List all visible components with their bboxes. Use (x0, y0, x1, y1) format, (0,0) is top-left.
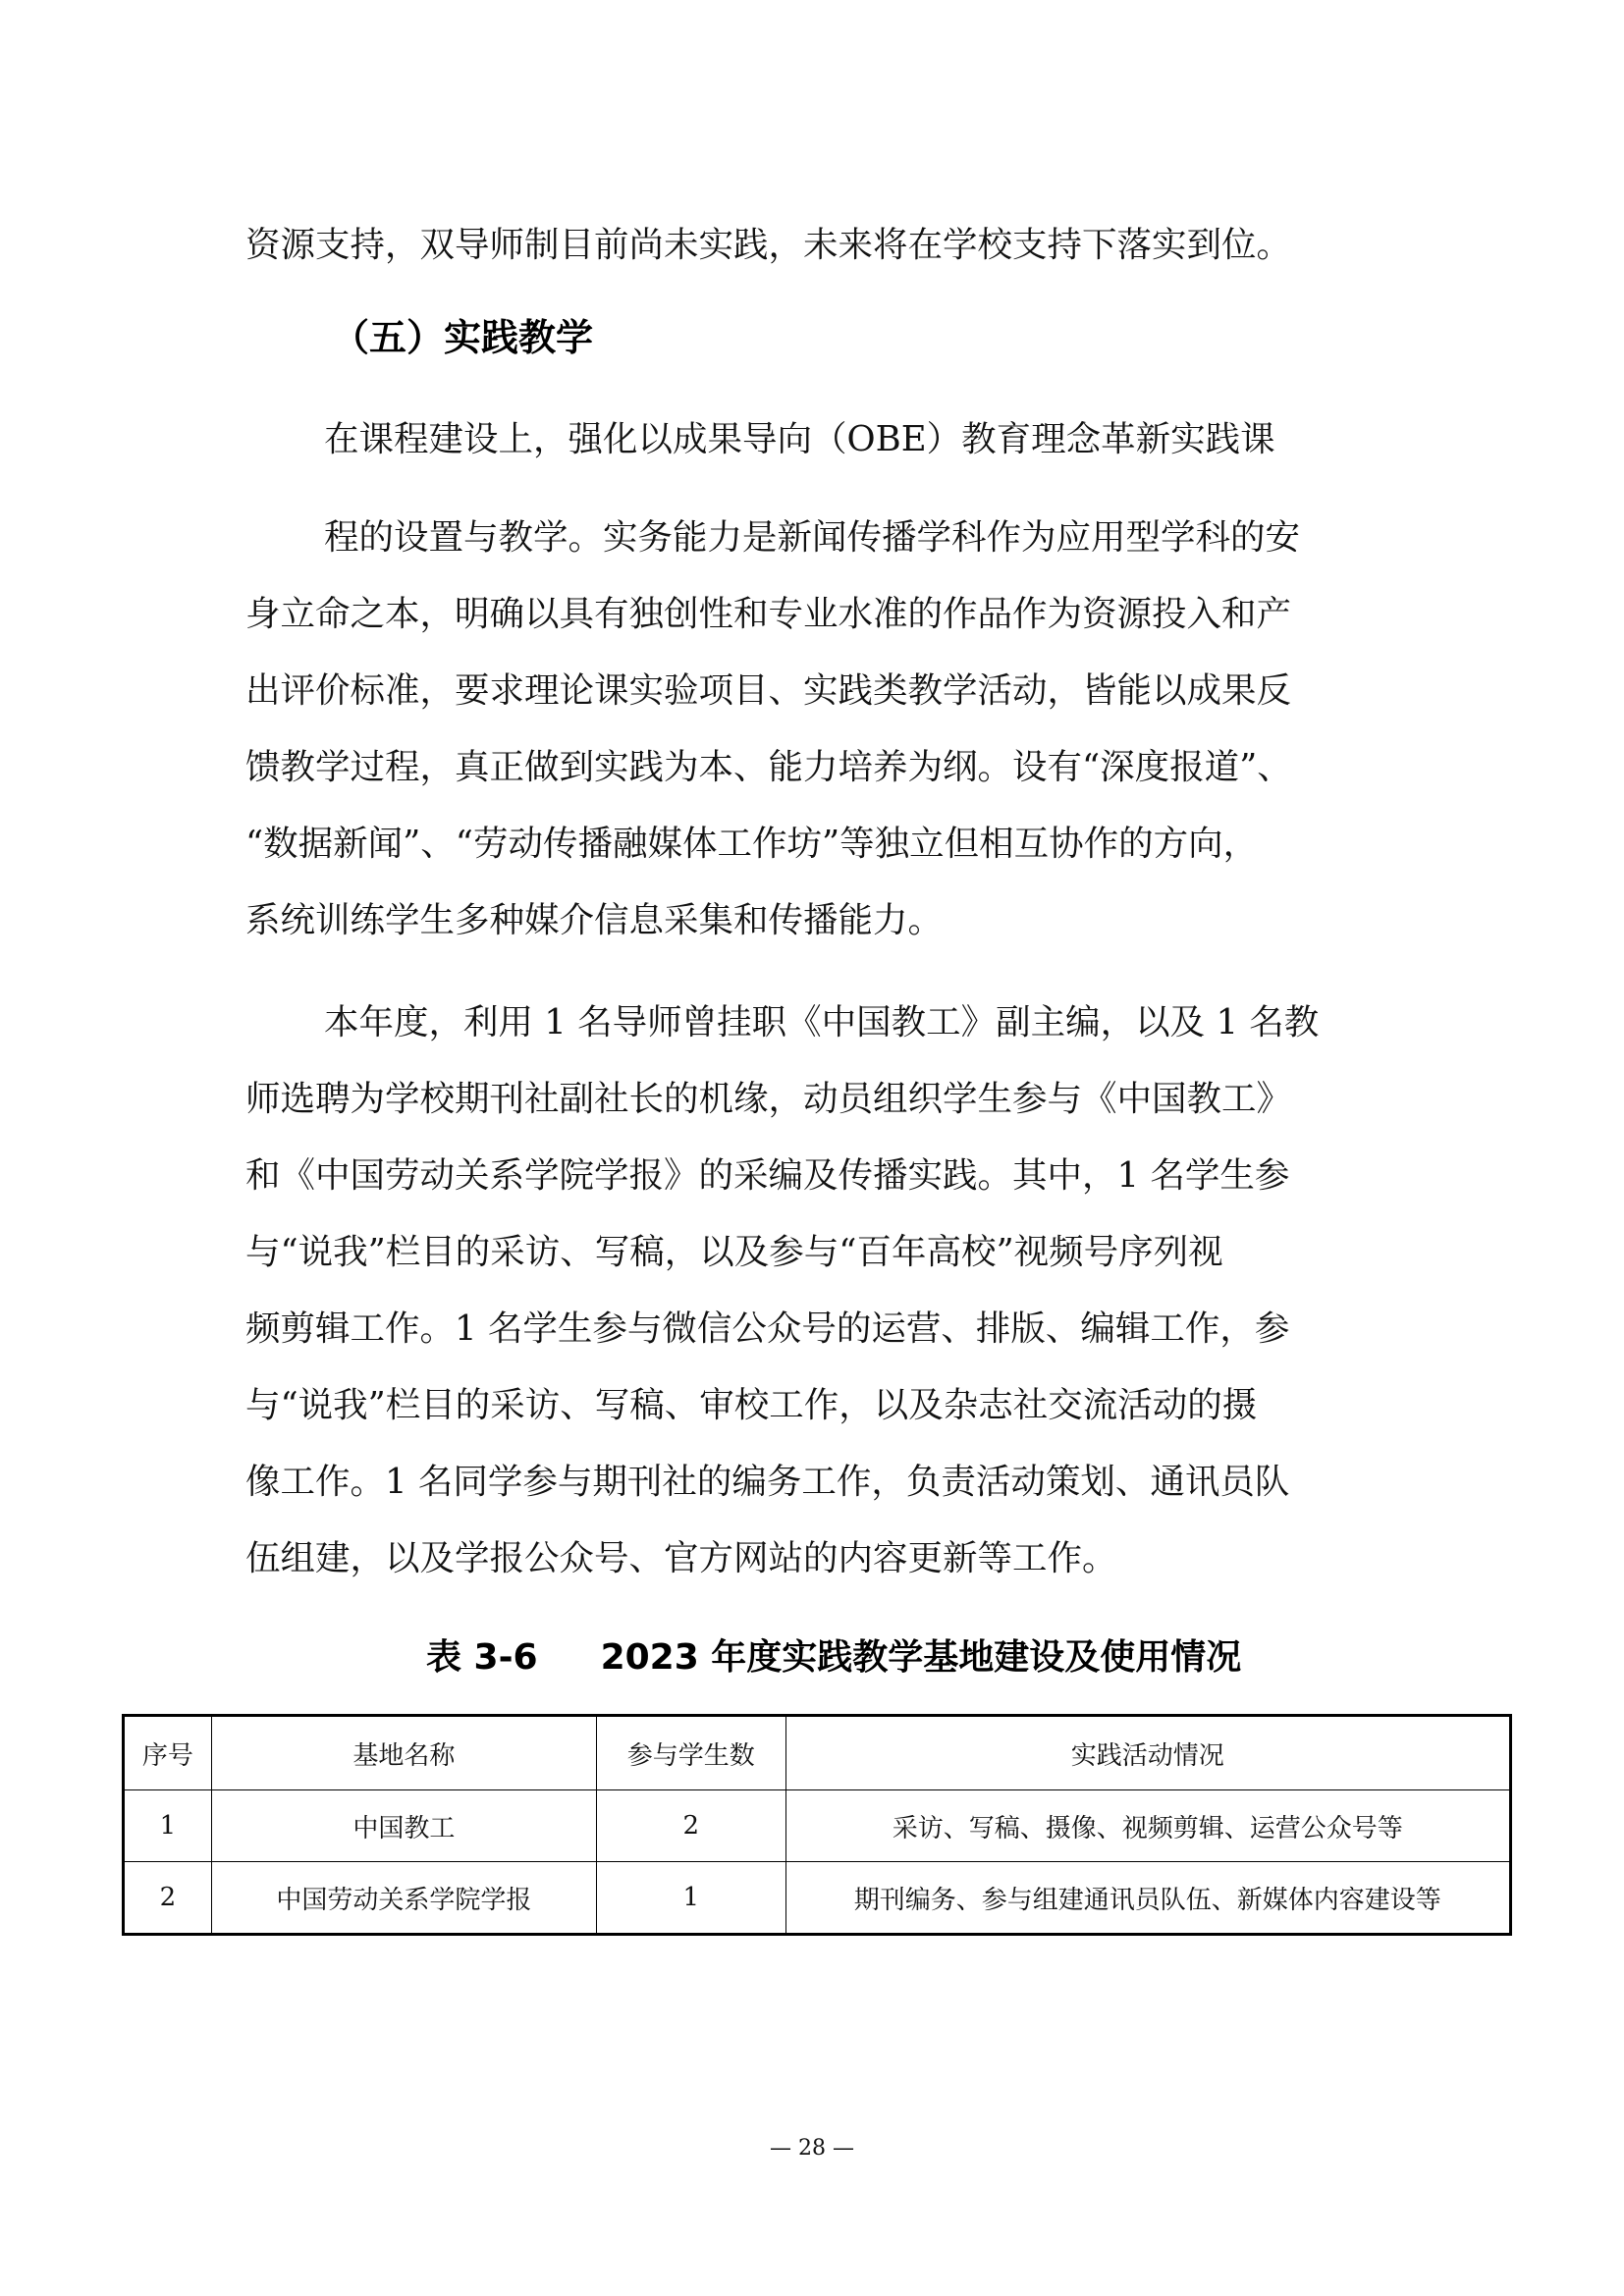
paragraph-line: 频剪辑工作。1 名学生参与微信公众号的运营、排版、编辑工作，参 (245, 1308, 1290, 1349)
table-row (124, 1862, 1511, 1935)
page-number: — 28 — (770, 2136, 854, 2161)
table-caption-title: 2023 年度实践教学基地建设及使用情况 (600, 1637, 1242, 1678)
paragraph-line: 与“说我”栏目的采访、写稿、审校工作，以及杂志社交流活动的摄 (245, 1385, 1258, 1425)
table-caption (426, 1633, 1241, 1682)
paragraph-line: 系统训练学生多种媒介信息采集和传播能力。 (245, 900, 944, 940)
cell-base-name: 中国劳动关系学院学报 (211, 1862, 596, 1935)
cell-index: 1 (124, 1790, 212, 1862)
header-activities: 实践活动情况 (785, 1716, 1510, 1790)
paragraph-line: 身立命之本，明确以具有独创性和专业水准的作品作为资源投入和产 (245, 594, 1292, 634)
cell-activities: 期刊编务、参与组建通讯员队伍、新媒体内容建设等 (785, 1862, 1510, 1935)
cell-index: 2 (124, 1862, 212, 1935)
header-base-name: 基地名称 (211, 1716, 596, 1790)
paragraph-line: 师选聘为学校期刊社副社长的机缘，动员组织学生参与《中国教工》 (245, 1079, 1292, 1119)
paragraph-line: 馈教学过程，真正做到实践为本、能力培养为纲。设有“深度报道”、 (245, 747, 1292, 787)
paragraph-line: 和《中国劳动关系学院学报》的采编及传播实践。其中，1 名学生参 (245, 1155, 1290, 1196)
table-row (124, 1790, 1511, 1862)
table-header-row (124, 1716, 1511, 1790)
cell-base-name: 中国教工 (211, 1790, 596, 1862)
paragraph-line: 资源支持，双导师制目前尚未实践，未来将在学校支持下落实到位。 (245, 225, 1292, 265)
header-index: 序号 (124, 1716, 212, 1790)
cell-student-count: 1 (596, 1862, 785, 1935)
cell-student-count: 2 (596, 1790, 785, 1862)
paragraph-line: 本年度，利用 1 名导师曾挂职《中国教工》副主编，以及 1 名教 (324, 1002, 1320, 1042)
paragraph-line: 程的设置与教学。实务能力是新闻传播学科作为应用型学科的安 (324, 517, 1301, 558)
table-caption-number: 表 3-6 (426, 1637, 538, 1678)
practice-base-table (122, 1714, 1512, 1936)
paragraph-line: “数据新闻”、“劳动传播融媒体工作坊”等独立但相互协作的方向， (245, 824, 1259, 864)
paragraph-line: 像工作。1 名同学参与期刊社的编务工作，负责活动策划、通讯员队 (245, 1462, 1290, 1502)
paragraph-line: 伍组建，以及学报公众号、官方网站的内容更新等工作。 (245, 1538, 1117, 1578)
section-heading: （五）实践教学 (332, 316, 594, 359)
paragraph-line: 与“说我”栏目的采访、写稿，以及参与“百年高校”视频号序列视 (245, 1232, 1223, 1272)
paragraph-line: 出评价标准，要求理论课实验项目、实践类教学活动，皆能以成果反 (245, 670, 1292, 711)
paragraph-line: 在课程建设上，强化以成果导向（OBE）教育理念革新实践课 (324, 419, 1275, 459)
header-student-count: 参与学生数 (596, 1716, 785, 1790)
cell-activities: 采访、写稿、摄像、视频剪辑、运营公众号等 (785, 1790, 1510, 1862)
